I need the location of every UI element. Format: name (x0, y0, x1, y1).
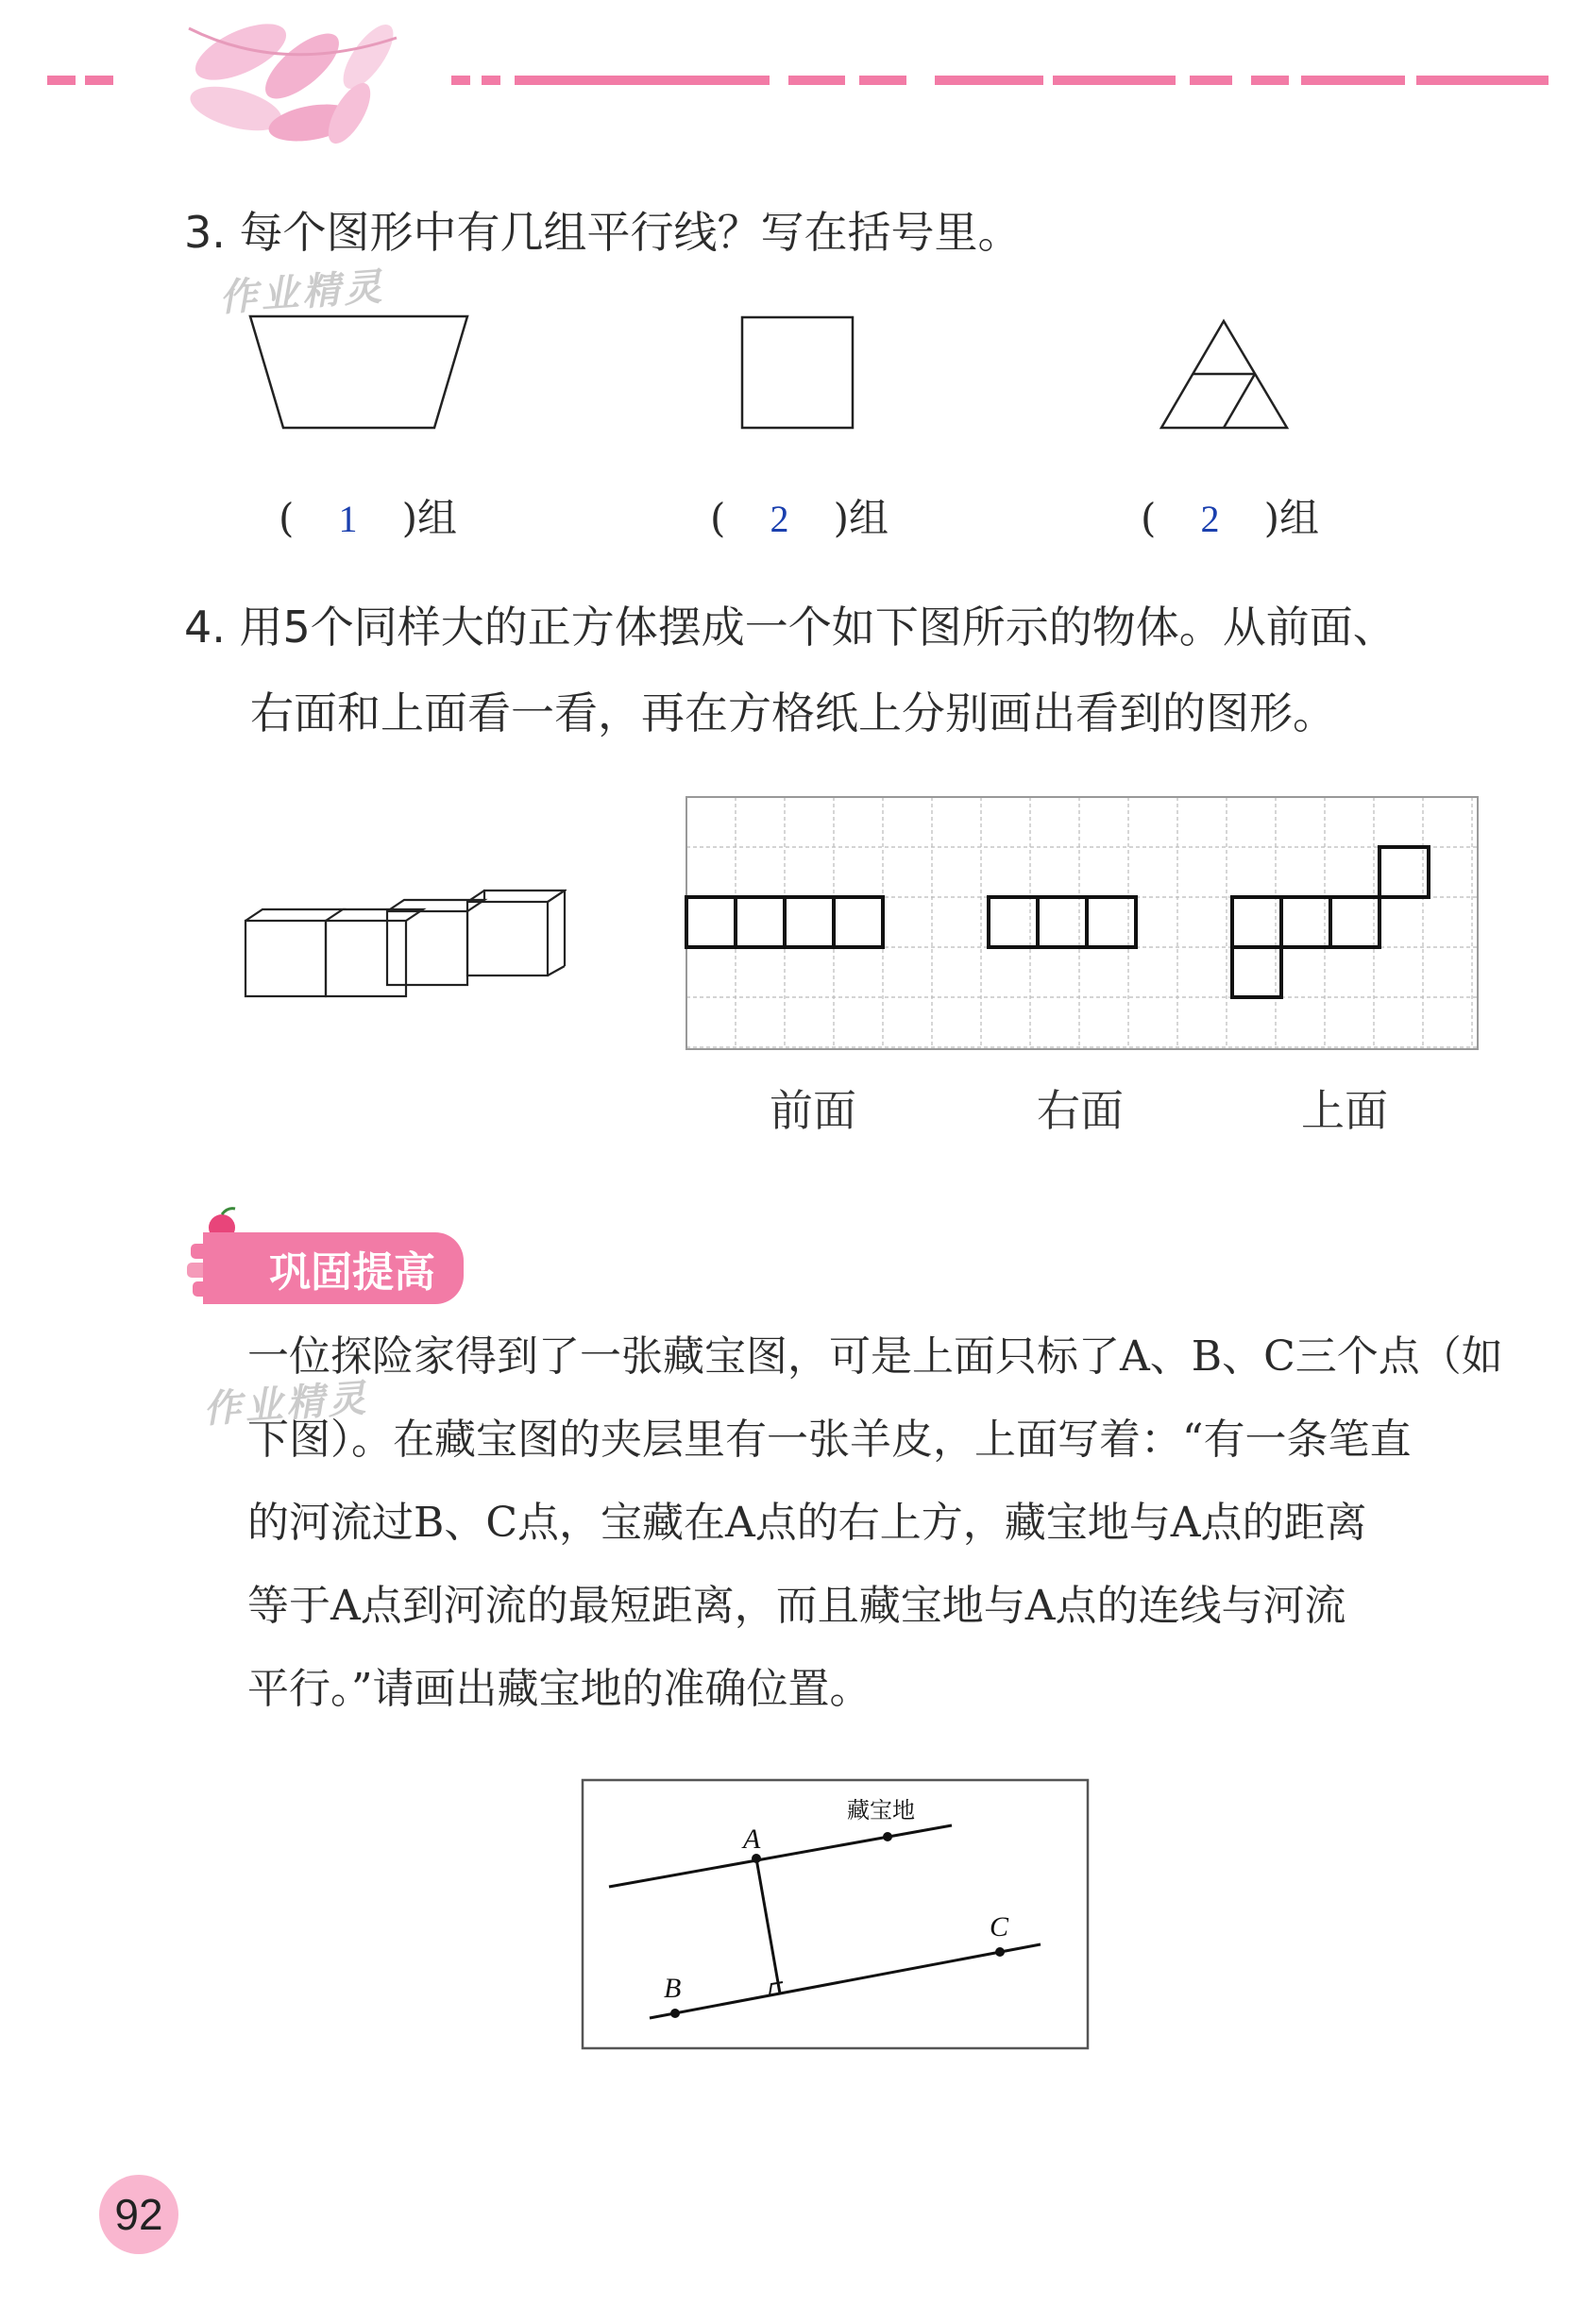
front-view-drawing (686, 897, 883, 947)
view-label-right: 右面 (1037, 1085, 1124, 1136)
answer-1-value[interactable]: 1 (338, 498, 358, 540)
answer-2-close: )组 (833, 495, 889, 541)
paragraph-line4: 等于A点到河流的最短距离，而且藏宝地与A点的连线与河流 (247, 1582, 1346, 1630)
label-treasure: 藏宝地 (847, 1799, 915, 1824)
watermark-2: 作业精灵 (201, 1376, 371, 1433)
point-a (752, 1854, 761, 1863)
answer-1-open: ( (279, 495, 295, 541)
point-b (670, 2009, 680, 2018)
question4-line2: 右面和上面看一看，再在方格纸上分别画出看到的图形。 (250, 687, 1336, 738)
point-treasure (883, 1832, 892, 1841)
section-title: 巩固提高 (203, 1232, 464, 1304)
paragraph-line5: 平行。”请画出藏宝地的准确位置。 (247, 1665, 872, 1713)
page-number: 92 (99, 2175, 178, 2254)
answer-3 (1141, 487, 1329, 544)
label-b: B (664, 1973, 682, 2004)
answer-2-value[interactable]: 2 (770, 498, 789, 540)
answer-1-close: )组 (401, 495, 457, 541)
view-label-top: 上面 (1301, 1085, 1388, 1136)
watermark: 作业精灵 (217, 264, 387, 321)
answer-2-open: ( (710, 495, 726, 541)
question4-line1: 4. 用5个同样大的正方体摆成一个如下图所示的物体。从前面、 (184, 602, 1396, 653)
top-view-drawing (1232, 847, 1429, 997)
treasure-map (581, 1778, 1091, 2052)
trapezoid-shape (250, 316, 467, 428)
right-view-drawing (989, 897, 1136, 947)
square-shape (742, 317, 853, 428)
question3-shapes (0, 302, 1591, 444)
answer-3-value[interactable]: 2 (1200, 498, 1220, 540)
header-decoration (0, 0, 1591, 170)
line-through-a (609, 1825, 952, 1887)
answer-3-close: )组 (1263, 495, 1319, 541)
answer-3-open: ( (1141, 495, 1157, 541)
paragraph-line1: 一位探险家得到了一张藏宝图，可是上面只标了A、B、C三个点（如 (247, 1332, 1503, 1381)
point-c (995, 1947, 1005, 1957)
paragraph-line3: 的河流过B、C点，宝藏在A点的右上方，藏宝地与A点的距离 (247, 1499, 1367, 1547)
river-line (650, 1944, 1041, 2018)
perpendicular-line (756, 1858, 780, 1993)
label-c: C (990, 1911, 1009, 1942)
paragraph-line2: 下图）。在藏宝图的夹层里有一张羊皮，上面写着：“有一条笔直 (247, 1416, 1412, 1464)
leaf-decoration (186, 12, 403, 150)
answer-2 (710, 487, 899, 544)
question3-text: 3. 每个图形中有几组平行线？写在括号里。 (184, 207, 1022, 258)
answer-1 (279, 487, 467, 544)
view-grid (685, 795, 1482, 1055)
label-a: A (743, 1824, 761, 1855)
triangle-shape (1161, 321, 1287, 428)
view-label-front: 前面 (770, 1085, 856, 1136)
cube-object (236, 883, 567, 1006)
